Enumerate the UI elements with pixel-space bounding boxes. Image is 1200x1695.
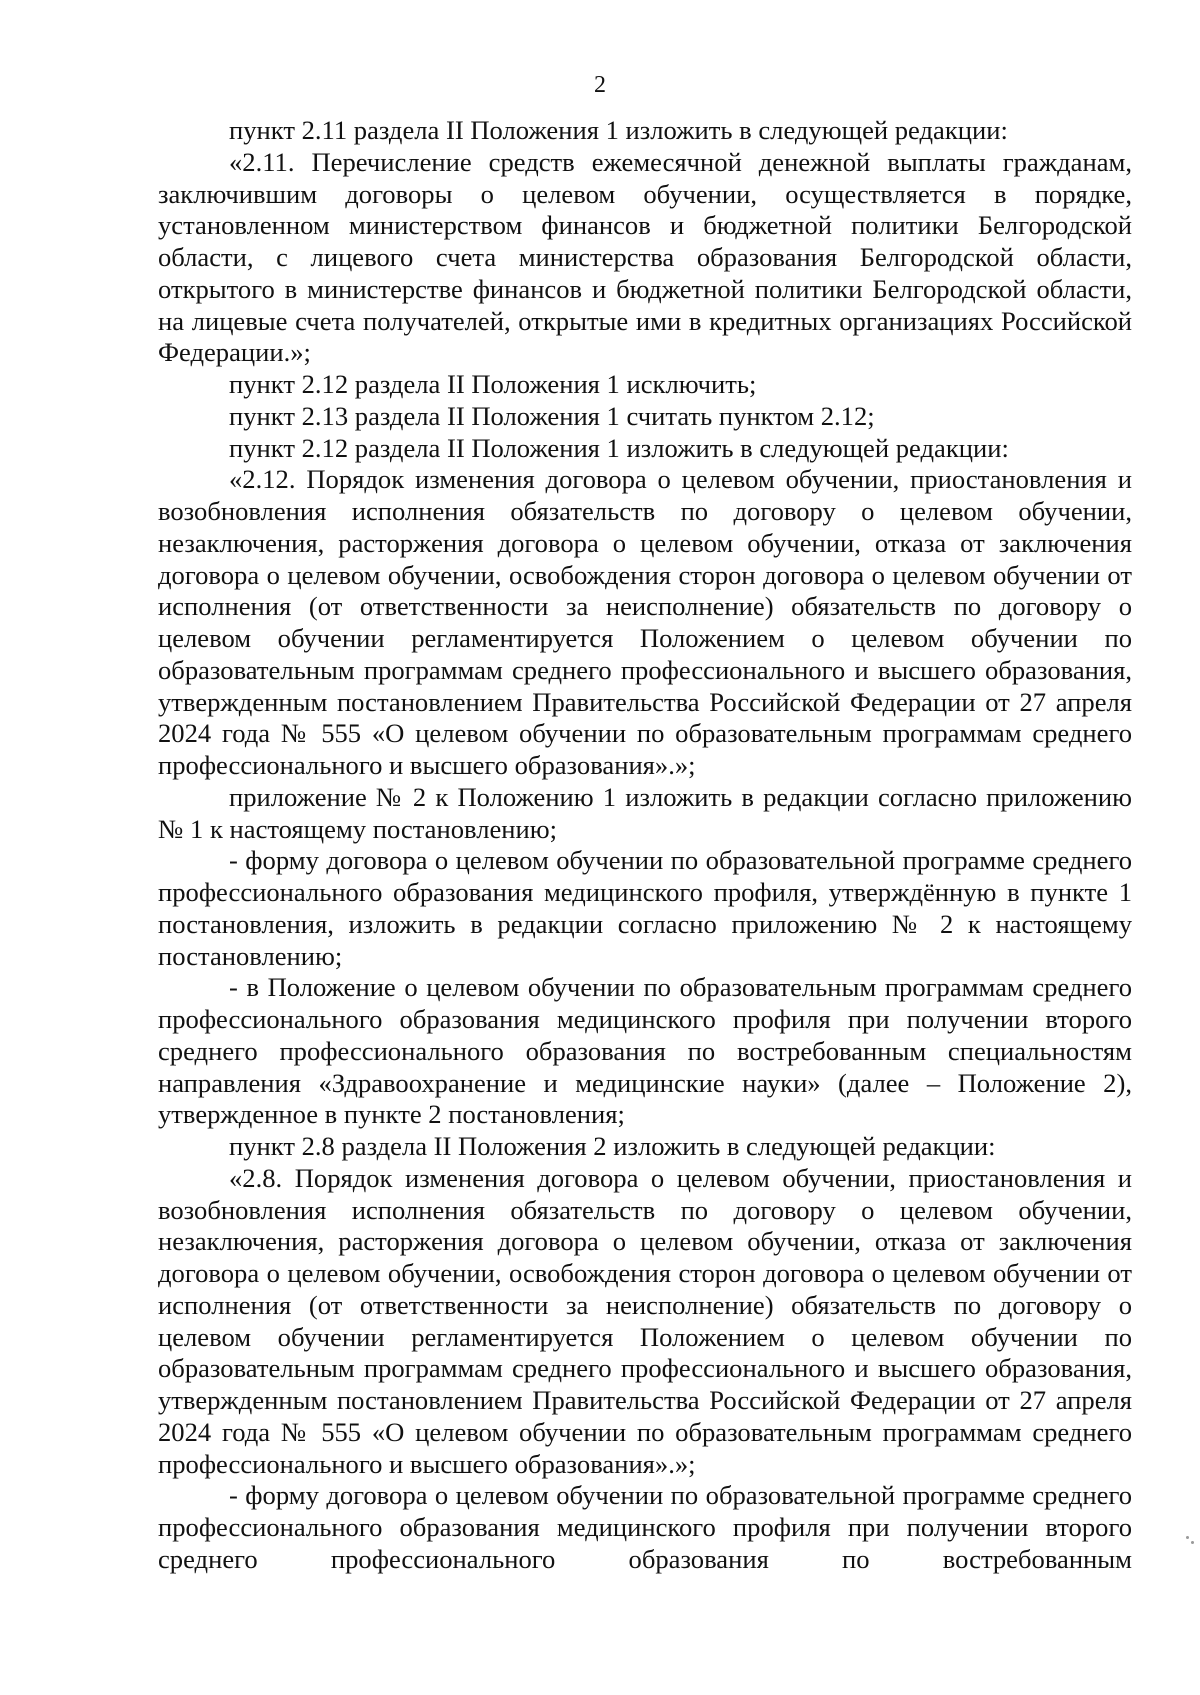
paragraph-11: «2.8. Порядок изменения договора о целевом обучении, приостановления и возобновления исполнения обязательств по договору о целевом обучении, незаключения, расторжения договора о целевом обучении, отказа от заключения договора о целевом обучении, освобождения сторон договора о целевом обучении от исполнения (от ответственности за неисполнение) обязательств по договору о целевом обучении регламентируется Положением о целевом обучении по образовательным программам среднего профессионального и высшего образования, утвержденным постановлением Правительства Российской Федерации от 27 апреля 2024 года № 555 «О целевом обучении по образовательным программам среднего профессионального и высшего образования».»; (158, 1162, 1132, 1479)
document-body (158, 115, 1132, 1576)
paragraph-7: приложение № 2 к Положению 1 изложить в редакции согласно приложению № 1 к настоящему постановлению; (158, 781, 1132, 844)
scan-speck (1191, 1541, 1194, 1544)
scan-speck (1186, 1536, 1189, 1539)
paragraph-4: пункт 2.13 раздела II Положения 1 считать пунктом 2.12; (229, 400, 875, 431)
paragraph-2: «2.11. Перечисление средств ежемесячной денежной выплаты гражданам, заключившим договоры о целевом обучении, осуществляется в порядке, установленном министерством финансов и бюджетной политики Белгородской области, с лицевого счета министерства образования Белгородской области, открытого в министерстве финансов и бюджетной политики Белгородской области, на лицевые счета получателей, открытые ими в кредитных организациях Российской Федерации.»; (158, 146, 1132, 368)
paragraph-10: пункт 2.8 раздела II Положения 2 изложить в следующей редакции: (229, 1131, 996, 1161)
paragraph-1: пункт 2.11 раздела II Положения 1 изложить в следующей редакции: (229, 115, 1008, 145)
page-number: 2 (594, 72, 606, 98)
paragraph-8: - форму договора о целевом обучении по образовательной программе среднего профессионального образования медицинского профиля, утверждённую в пункте 1 постановления, изложить в редакции согласно приложению № 2 к настоящему постановлению; (158, 845, 1132, 971)
paragraph-6: «2.12. Порядок изменения договора о целевом обучении, приостановления и возобновления исполнения обязательств по договору о целевом обучении, незаключения, расторжения договора о целевом обучении, отказа от заключения договора о целевом обучении, освобождения сторон договора о целевом обучении от исполнения (от ответственности за неисполнение) обязательств по договору о целевом обучении регламентируется Положением о целевом обучении по образовательным программам среднего профессионального и высшего образования, утвержденным постановлением Правительства Российской Федерации от 27 апреля 2024 года № 555 «О целевом обучении по образовательным программам среднего профессионального и высшего образования».»; (158, 464, 1132, 780)
paragraph-9: - в Положение о целевом обучении по образовательным программам среднего профессионального образования медицинского профиля при получении второго среднего профессионального образования по востребованным специальностям направления «Здравоохранение и медицинские науки» (далее – Положение 2), утвержденное в пункте 2 постановления; (158, 972, 1132, 1130)
paragraph-12: - форму договора о целевом обучении по образовательной программе среднего профессионального образования медицинского профиля при получении второго среднего профессионального образования по востребованным (158, 1480, 1132, 1574)
paragraph-3: пункт 2.12 раздела II Положения 1 исключить; (229, 369, 757, 399)
paragraph-5: пункт 2.12 раздела II Положения 1 изложить в следующей редакции: (229, 432, 1009, 463)
